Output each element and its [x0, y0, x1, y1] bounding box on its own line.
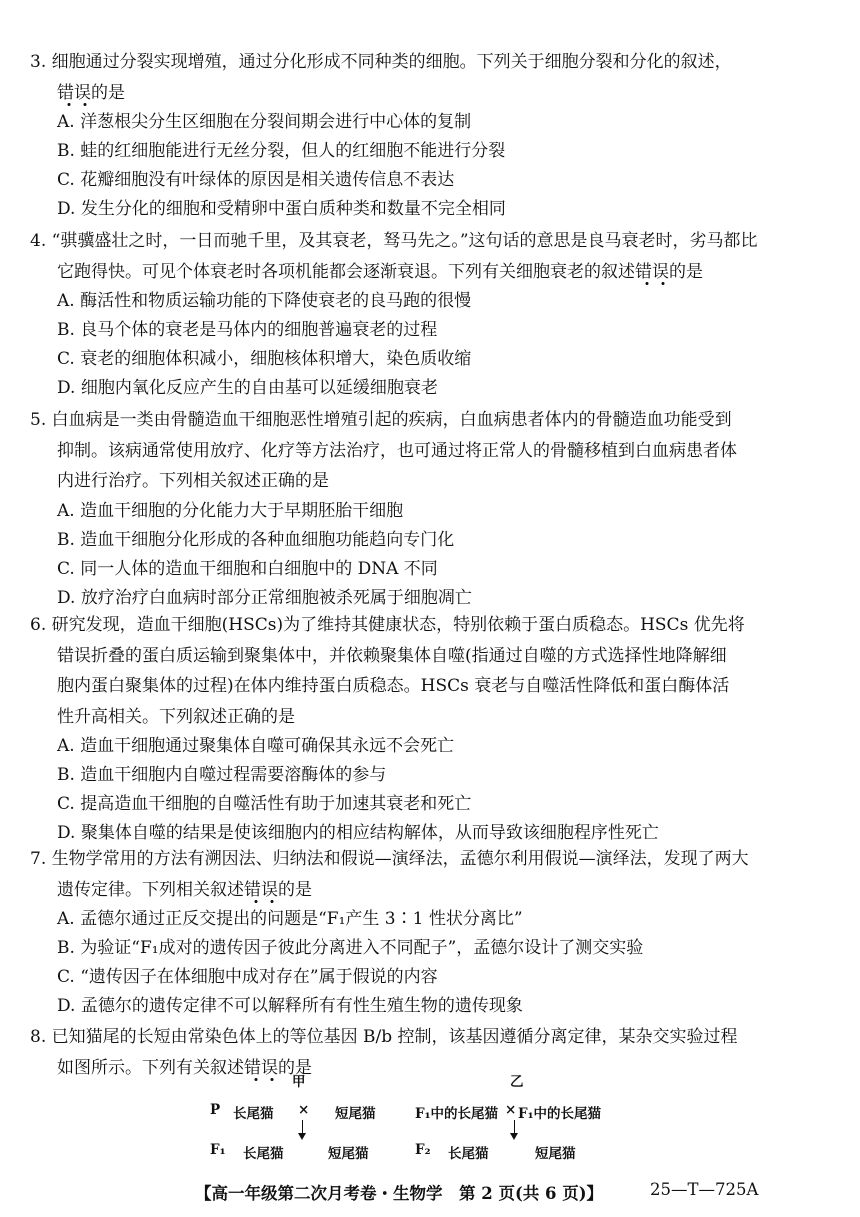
- question-stem: [30, 405, 820, 497]
- stem-line: 胞内蛋白聚集体的过程)在体内维持蛋白质稳态。HSCs 衰老与自噬活性降低和蛋白酶体活: [57, 676, 730, 696]
- stem-line: 8. 已知猫尾的长短由常染色体上的等位基因 B/b 控制，该基因遵循分离定律，某杂交实验过程: [30, 1027, 738, 1047]
- footer-title: 【高一年级第二次月考卷・生物学 第 2 页(共 6 页)】: [195, 1184, 604, 1203]
- stem-line: [30, 257, 820, 288]
- stem-line: 错误折叠的蛋白质运输到聚集体中，并依赖聚集体自噬(指通过自噬的方式选择性地降解细: [57, 645, 727, 666]
- question-stem: [30, 47, 820, 108]
- option-a: A. 造血干细胞的分化能力大于早期胚胎干细胞: [57, 500, 404, 521]
- f2-generation-label: F₂: [415, 1142, 431, 1158]
- parent-f1-long-tail: F₁中的长尾猫: [415, 1106, 498, 1122]
- stem-tail: 的是: [91, 82, 125, 103]
- option-d: D. 聚集体自噬的结果是使该细胞内的相应结构解体，从而导致该细胞程序性死亡: [57, 823, 659, 843]
- option-d: D. 细胞内氧化反应产生的自由基可以延缓细胞衰老: [57, 378, 438, 398]
- question-stem: [30, 844, 820, 905]
- parent-f1-long-tail: F₁中的长尾猫: [518, 1106, 601, 1122]
- cross-label-yi: 乙: [510, 1074, 524, 1090]
- option-b: B. 造血干细胞分化形成的各种血细胞功能趋向专门化: [57, 529, 455, 550]
- stem-line: 6. 研究发现，造血干细胞(HSCs)为了维持其健康状态，特别依赖于蛋白质稳态。HSCs 优先将: [30, 615, 745, 635]
- cross-label-jia: 甲: [292, 1074, 306, 1090]
- option-b: B. 蛙的红细胞能进行无丝分裂，但人的红细胞不能进行分裂: [57, 141, 506, 161]
- offspring-long-tail: 长尾猫: [448, 1146, 489, 1162]
- question-3: [30, 47, 820, 224]
- option-d: D. 孟德尔的遗传定律不可以解释所有有性生殖生物的遗传现象: [57, 996, 523, 1016]
- cross-symbol: ×: [505, 1102, 517, 1118]
- option-b: B. 良马个体的衰老是马体内的细胞普遍衰老的过程: [57, 320, 438, 340]
- stem-line: 性升高相关。下列叙述正确的是: [57, 706, 295, 727]
- option-a: A. 酶活性和物质运输功能的下降使衰老的良马跑的很慢: [57, 291, 472, 311]
- option-c: C. 花瓣细胞没有叶绿体的原因是相关遗传信息不表达: [57, 170, 455, 190]
- option-c: C. 提高造血干细胞的自噬活性有助于加速其衰老和死亡: [57, 794, 472, 814]
- stem-tail: 的是: [278, 879, 312, 900]
- parent-long-tail: 长尾猫: [233, 1106, 274, 1122]
- exam-code: 25—T—725A: [650, 1180, 759, 1199]
- question-stem: [30, 226, 820, 287]
- stem-text: 它跑得快。可见个体衰老时各项机能都会逐渐衰退。下列有关细胞衰老的叙述: [57, 261, 635, 282]
- stem-text: 如图所示。下列有关叙述: [57, 1057, 244, 1078]
- stem-line: 7. 生物学常用的方法有溯因法、归纳法和假说—演绎法，孟德尔利用假说—演绎法，发现了两大: [30, 849, 749, 869]
- stem-tail: 的是: [278, 1057, 312, 1078]
- emphasis-text: 错误: [57, 83, 91, 107]
- emphasis-text: 错误: [244, 1058, 278, 1082]
- option-c: C. “遗传因子在体细胞中成对存在”属于假说的内容: [57, 967, 438, 987]
- option-b: B. 为验证“F₁成对的遗传因子彼此分离进入不同配子”，孟德尔设计了测交实验: [57, 938, 644, 958]
- option-a: A. 造血干细胞通过聚集体自噬可确保其永远不会死亡: [57, 736, 455, 756]
- offspring-long-tail: 长尾猫: [243, 1146, 284, 1162]
- question-6: [30, 610, 820, 848]
- question-4: [30, 226, 820, 403]
- option-d: D. 放疗治疗白血病时部分正常细胞被杀死属于细胞凋亡: [57, 587, 472, 608]
- emphasis-text: 错误: [635, 262, 669, 286]
- f1-generation-label: F₁: [210, 1142, 226, 1158]
- cross-diagram: [200, 1070, 640, 1170]
- option-a: A. 孟德尔通过正反交提出的问题是“F₁产生 3∶1 性状分离比”: [57, 909, 523, 929]
- option-a: A. 洋葱根尖分生区细胞在分裂间期会进行中心体的复制: [57, 112, 472, 132]
- cross-symbol: ×: [298, 1102, 310, 1118]
- stem-line: [30, 78, 820, 109]
- p-generation-label: P: [210, 1102, 221, 1118]
- arrow-down-icon: [298, 1133, 306, 1140]
- stem-line: [30, 875, 820, 906]
- cross-arrow-line: [514, 1120, 515, 1134]
- arrow-down-icon: [510, 1133, 518, 1140]
- option-c: C. 衰老的细胞体积减小，细胞核体积增大，染色质收缩: [57, 349, 472, 369]
- emphasis-text: 错误: [244, 880, 278, 904]
- offspring-short-tail: 短尾猫: [328, 1146, 369, 1162]
- option-d: D. 发生分化的细胞和受精卵中蛋白质种类和数量不完全相同: [57, 199, 506, 219]
- stem-line: 内进行治疗。下列相关叙述正确的是: [57, 471, 329, 491]
- stem-tail: 的是: [669, 261, 703, 282]
- option-b: B. 造血干细胞内自噬过程需要溶酶体的参与: [57, 765, 387, 785]
- page-footer: [195, 1180, 815, 1204]
- question-stem: [30, 610, 820, 732]
- option-c: C. 同一人体的造血干细胞和白细胞中的 DNA 不同: [57, 558, 438, 579]
- question-5: [30, 405, 820, 613]
- stem-text: 遗传定律。下列相关叙述: [57, 879, 244, 900]
- question-7: [30, 844, 820, 1021]
- stem-line: 3. 细胞通过分裂实现增殖，通过分化形成不同种类的细胞。下列关于细胞分裂和分化的叙述，: [30, 52, 732, 72]
- stem-line: 4. “骐骥盛壮之时，一日而驰千里，及其衰老，驽马先之。”这句话的意思是良马衰老时，劣马都比: [30, 231, 758, 251]
- offspring-short-tail: 短尾猫: [535, 1146, 576, 1162]
- cross-arrow-line: [302, 1120, 303, 1134]
- stem-line: 抑制。该病通常使用放疗、化疗等方法治疗，也可通过将正常人的骨髓移植到白血病患者体: [57, 440, 737, 461]
- stem-line: 5. 白血病是一类由骨髓造血干细胞恶性增殖引起的疾病，白血病患者体内的骨髓造血功能受到: [30, 410, 732, 430]
- parent-short-tail: 短尾猫: [335, 1106, 376, 1122]
